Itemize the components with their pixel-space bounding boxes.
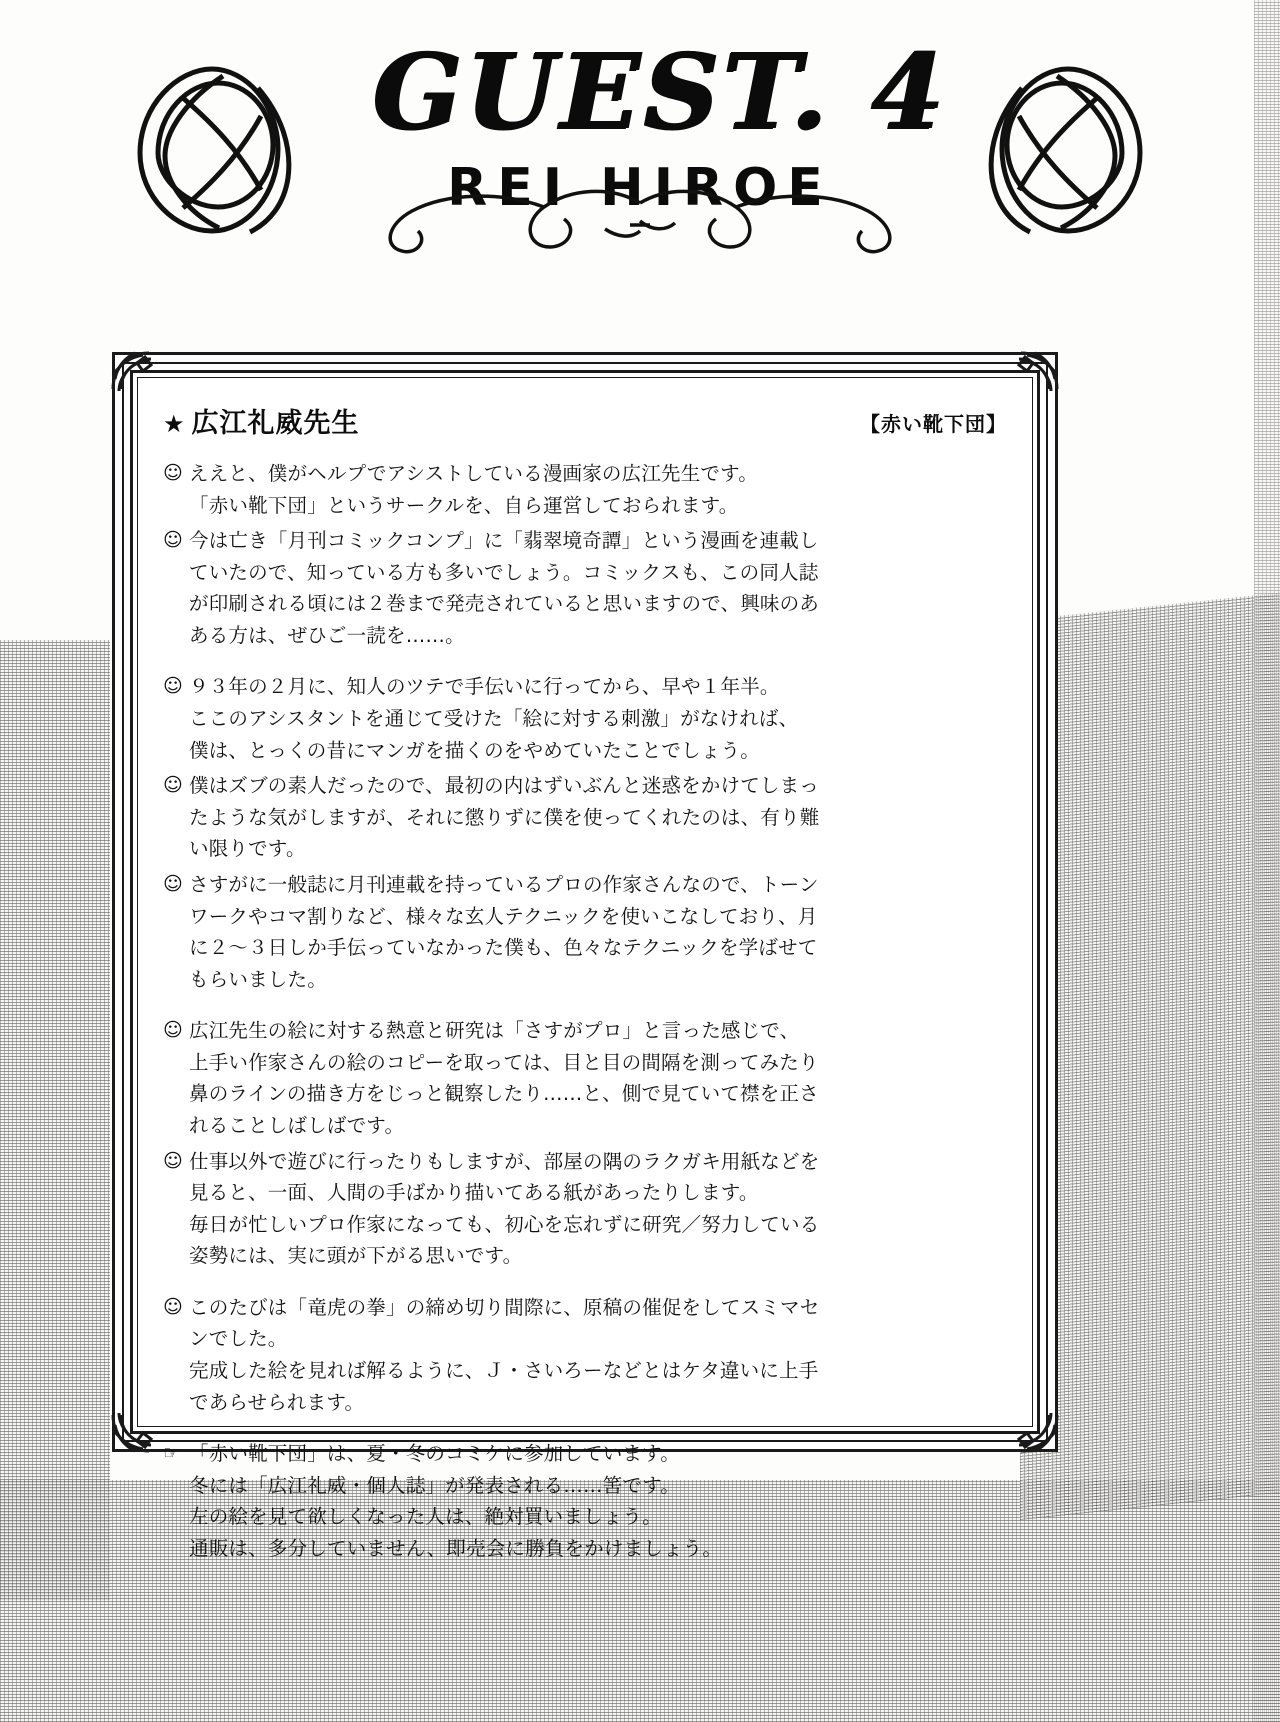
panel-heading-row bbox=[163, 401, 1007, 440]
paragraph-line: れることしばしばです。 bbox=[189, 1113, 405, 1137]
paragraph-line: 僕は、とっくの昔にマンガを描くのをやめていたことでしょう。 bbox=[189, 738, 760, 762]
panel-content bbox=[163, 401, 1007, 1560]
paragraph-item bbox=[163, 1015, 1007, 1141]
paragraph-line: もらいました。 bbox=[189, 967, 327, 991]
paragraph-text bbox=[189, 671, 1007, 766]
ornamental-flourish-icon bbox=[942, 58, 1152, 248]
ornamental-scroll-icon bbox=[350, 185, 930, 255]
smiley-bullet-icon: ☺ bbox=[163, 462, 183, 484]
paragraph-item bbox=[163, 458, 1007, 521]
paragraph-list bbox=[163, 458, 1007, 1565]
smiley-bullet-icon: ☺ bbox=[163, 1295, 183, 1318]
paragraph-line: 左の絵を見て欲しくなった人は、絶対買いましょう。 bbox=[189, 1505, 662, 1529]
smiley-bullet-icon: ☺ bbox=[163, 1149, 183, 1172]
paragraph-item bbox=[163, 1292, 1007, 1418]
paragraph-text bbox=[189, 458, 1007, 521]
paragraph-line: 今は亡き「月刊コミックコンプ」に「翡翠境奇譚」という漫画を連載し bbox=[189, 529, 819, 553]
paragraph-text bbox=[189, 525, 1007, 651]
paragraph-line: 通販は、多分していません、即売会に勝負をかけましょう。 bbox=[189, 1536, 723, 1560]
paragraph-line: であらせられます。 bbox=[189, 1390, 365, 1414]
page-title: GUEST. 4 bbox=[372, 30, 948, 153]
circle-name-badge: 【赤い靴下団】 bbox=[860, 412, 1007, 436]
smiley-bullet-icon: ☺ bbox=[163, 872, 183, 895]
paragraph-line: 鼻のラインの描き方をじっと観察したり……と、側で見ていて襟を正さ bbox=[189, 1082, 819, 1106]
halftone-texture-left bbox=[0, 640, 110, 1600]
paragraph-item bbox=[163, 770, 1007, 865]
paragraph-item bbox=[163, 1146, 1007, 1272]
paragraph-text bbox=[189, 1292, 1007, 1418]
paragraph-line: 見ると、一面、人間の手ばかり描いてある紙があったりします。 bbox=[189, 1181, 759, 1205]
panel-heading-text: 広江礼威先生 bbox=[191, 408, 360, 439]
paragraph-line: 僕はズブの素人だったので、最初の内はずいぶんと迷惑をかけてしまっ bbox=[189, 774, 820, 798]
smiley-bullet-icon: ☺ bbox=[163, 774, 183, 797]
paragraph-line: ワークやコマ割りなど、様々な玄人テクニックを使いこなしており、月 bbox=[189, 904, 818, 928]
paragraph-line: ていたので、知っている方も多いでしょう。コミックスも、この同人誌 bbox=[189, 560, 819, 584]
paragraph-line: ９３年の２月に、知人のツテで手伝いに行ってから、早や１年半。 bbox=[189, 675, 780, 699]
paragraph-line: 仕事以外で遊びに行ったりもしますが、部屋の隅のラクガキ用紙などを bbox=[189, 1149, 820, 1173]
paragraph-text bbox=[189, 770, 1007, 865]
paragraph-text bbox=[189, 1146, 1007, 1272]
paragraph-item bbox=[163, 525, 1007, 651]
paragraph-line: 上手い作家さんの絵のコピーを取っては、目と目の間隔を測ってみたり bbox=[189, 1050, 819, 1074]
paragraph-line: 完成した絵を見れば解るように、Ｊ・さいろーなどとはケタ違いに上手 bbox=[189, 1359, 819, 1383]
paragraph-text bbox=[189, 869, 1007, 995]
paragraph-line: 「赤い靴下団」というサークルを、自ら運営しておられます。 bbox=[189, 493, 739, 517]
paragraph-line: さすがに一般誌に月刊連載を持っているプロの作家さんなので、トーン bbox=[189, 872, 819, 896]
paragraph-line: ええと、僕がヘルプでアシストしている漫画家の広江先生です。 bbox=[189, 462, 758, 485]
paragraph-line: ある方は、ぜひご一読を……。 bbox=[189, 623, 465, 647]
paragraph-text bbox=[189, 1015, 1007, 1141]
ornamental-flourish-icon bbox=[128, 58, 338, 248]
paragraph-line: に２〜３日しか手伝っていなかった僕も、色々なテクニックを学ばせて bbox=[189, 936, 818, 960]
panel-heading bbox=[163, 401, 360, 440]
paragraph-line: 毎日が忙しいプロ作家になっても、初心を忘れずに研究／努力している bbox=[189, 1212, 820, 1236]
paragraph-line: ここのアシスタントを通じて受けた「絵に対する刺激」がなければ、 bbox=[189, 707, 799, 731]
star-icon: ★ bbox=[163, 410, 186, 438]
halftone-texture-right-edge bbox=[1254, 0, 1280, 1722]
content-frame bbox=[112, 352, 1058, 1560]
smiley-bullet-icon: ☺ bbox=[163, 1019, 183, 1042]
paragraph-item bbox=[163, 1438, 1007, 1564]
smiley-bullet-icon: ☺ bbox=[163, 675, 183, 698]
paragraph-line: 「赤い靴下団」は、夏・冬のコミケに参加しています。 bbox=[189, 1442, 680, 1466]
paragraph-line: ンでした。 bbox=[189, 1327, 288, 1351]
paragraph-line: このたびは「竜虎の拳」の締め切り間際に、原稿の催促をしてスミマセ bbox=[189, 1295, 820, 1319]
author-name: REI HIROE bbox=[447, 158, 833, 218]
pointing-hand-icon: ☞ bbox=[163, 1442, 181, 1465]
paragraph-line: が印刷される頃には２巻まで発売されていると思いますので、興味のあ bbox=[189, 592, 820, 616]
paragraph-item bbox=[163, 671, 1007, 766]
paragraph-line: 広江先生の絵に対する熱意と研究は「さすがプロ」と言った感じで、 bbox=[189, 1019, 800, 1043]
paragraph-line: 冬には「広江礼威・個人誌」が発表される……筈です。 bbox=[189, 1473, 680, 1497]
paragraph-line: 姿勢には、実に頭が下がる思いです。 bbox=[189, 1244, 523, 1268]
paragraph-text bbox=[189, 1438, 1007, 1564]
paragraph-item bbox=[163, 869, 1007, 995]
smiley-bullet-icon: ☺ bbox=[163, 529, 183, 552]
paragraph-line: い限りです。 bbox=[189, 837, 306, 861]
paragraph-line: たような気がしますが、それに懲りずに僕を使ってくれたのは、有り難 bbox=[189, 805, 820, 829]
